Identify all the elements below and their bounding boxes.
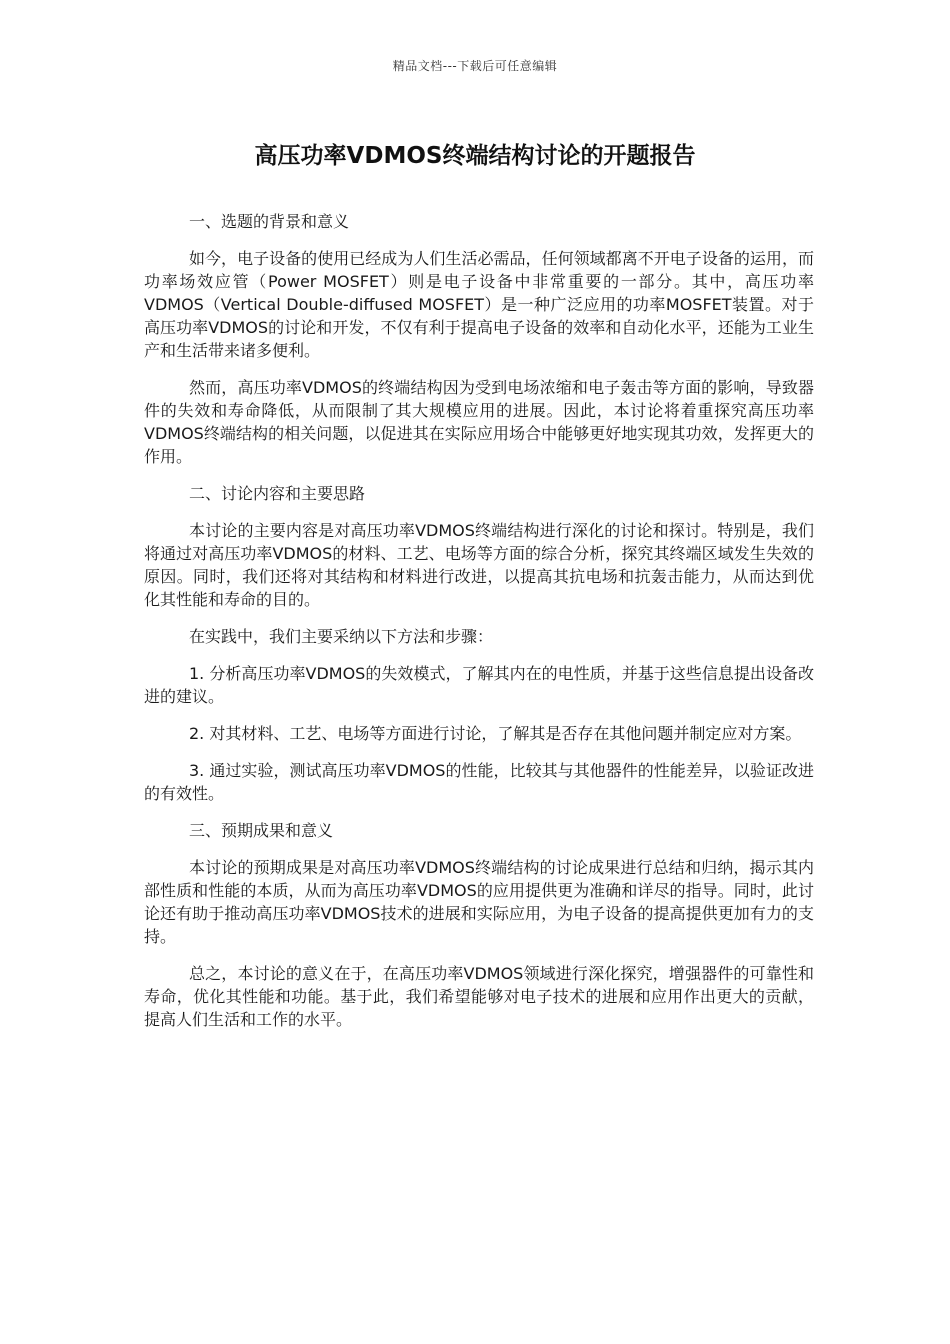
list-item-step-2: 2. 对其材料、工艺、电场等方面进行讨论，了解其是否存在其他问题并制定应对方案。 [189,724,802,743]
paragraph-background-1: 如今，电子设备的使用已经成为人们生活必需品，任何领域都离不开电子设备的运用，而功率场效应管（Power MOSFET）则是电子设备中非常重要的一部分。其中，高压功率VDMOS（Vertical Double-diffused MOSFET）是一种广泛应用的功率MOSFET装置。对于高压功率VDMOS的讨论和开发，不仅有利于提高电子设备的效率和自动化水平，还能为工业生产和生活带来诸多便利。 [144,249,814,360]
section-heading-content: 二、讨论内容和主要思路 [189,484,366,503]
paragraph-outcomes-2: 总之，本讨论的意义在于，在高压功率VDMOS领域进行深化探究，增强器件的可靠性和寿命，优化其性能和功能。基于此，我们希望能够对电子技术的进展和应用作出更大的贡献，提高人们生活和工作的水平。 [144,964,814,1029]
list-item-step-1: 1. 分析高压功率VDMOS的失效模式，了解其内在的电性质，并基于这些信息提出设备改进的建议。 [144,664,814,706]
document-title: 高压功率VDMOS终端结构讨论的开题报告 [254,143,696,169]
header-note: 精品文档---下载后可任意编辑 [392,59,558,73]
list-item-step-3: 3. 通过实验，测试高压功率VDMOS的性能，比较其与其他器件的性能差异，以验证改进的有效性。 [144,761,814,803]
paragraph-outcomes-1: 本讨论的预期成果是对高压功率VDMOS终端结构的讨论成果进行总结和归纳，揭示其内部性质和性能的本质，从而为高压功率VDMOS的应用提供更为准确和详尽的指导。同时，此讨论还有助于推动高压功率VDMOS技术的进展和实际应用，为电子设备的提高提供更加有力的支持。 [144,858,814,946]
paragraph-content-2: 在实践中，我们主要采纳以下方法和步骤： [189,627,494,646]
section-heading-outcomes: 三、预期成果和意义 [189,821,334,840]
document-body [144,210,814,1045]
paragraph-content-1: 本讨论的主要内容是对高压功率VDMOS终端结构进行深化的讨论和探讨。特别是，我们将通过对高压功率VDMOS的材料、工艺、电场等方面的综合分析，探究其终端区域发生失效的原因。同时，我们还将对其结构和材料进行改进，以提高其抗电场和抗轰击能力，从而达到优化其性能和寿命的目的。 [144,521,814,609]
paragraph-background-2: 然而，高压功率VDMOS的终端结构因为受到电场浓缩和电子轰击等方面的影响，导致器件的失效和寿命降低，从而限制了其大规模应用的进展。因此，本讨论将着重探究高压功率VDMOS终端结构的相关问题，以促进其在实际应用场合中能够更好地实现其功效，发挥更大的作用。 [144,378,814,466]
section-heading-background: 一、选题的背景和意义 [189,212,350,231]
